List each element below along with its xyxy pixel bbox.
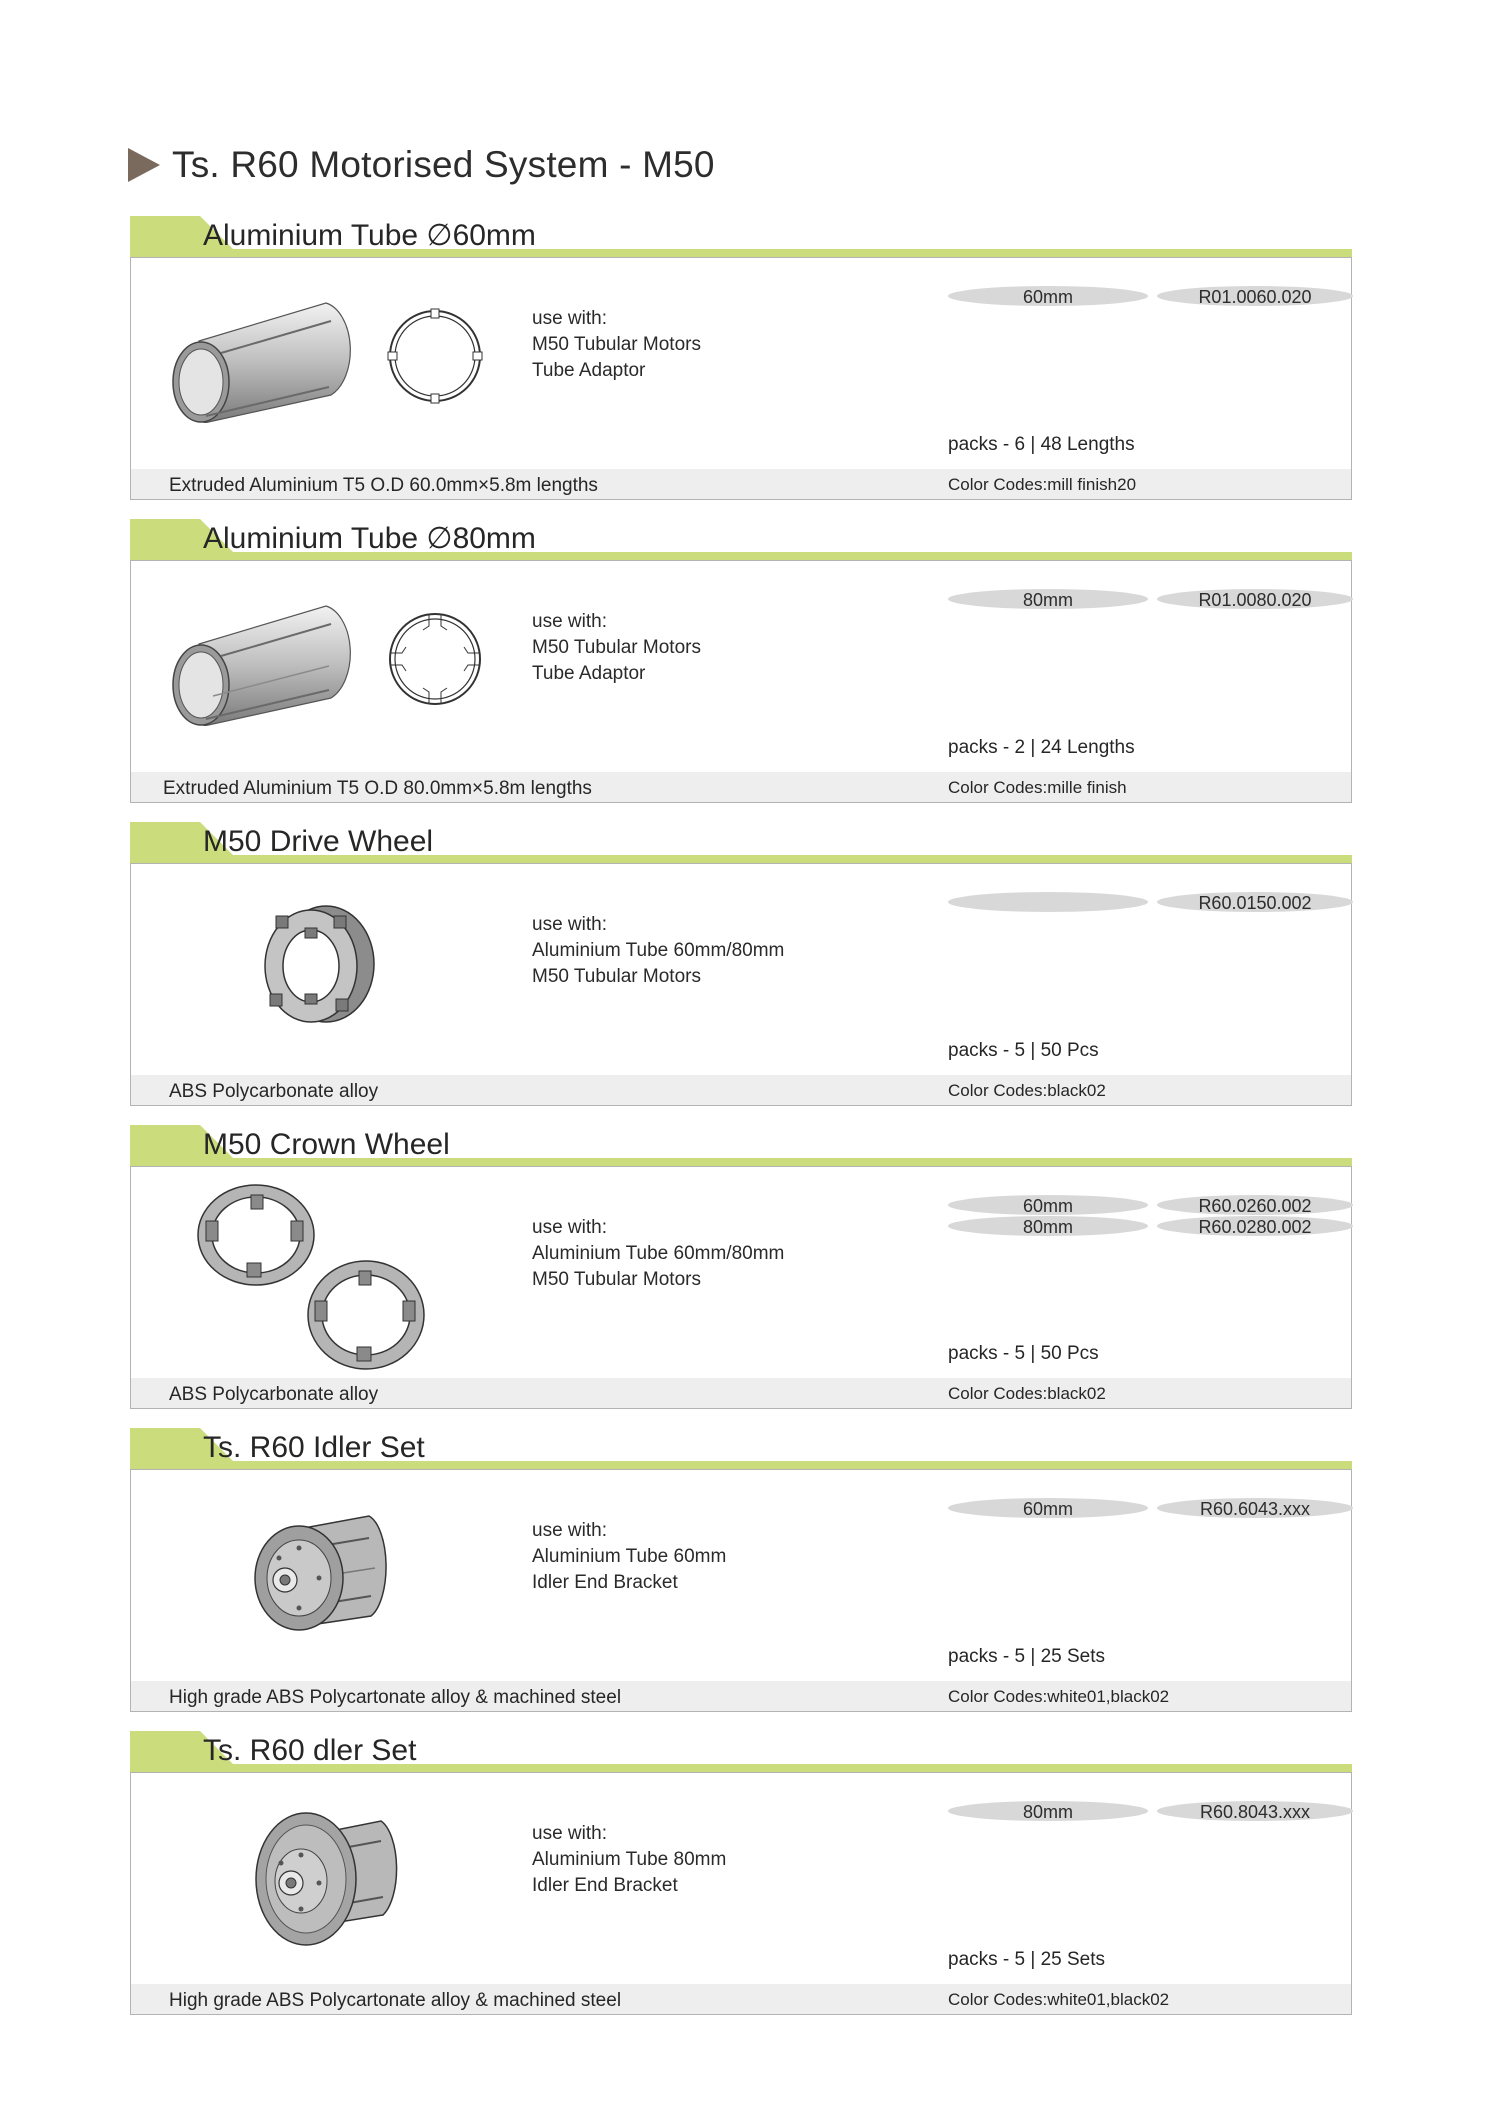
material-description: High grade ABS Polycartonate alloy & machined steel	[169, 1990, 622, 2011]
size-badge: 60mm	[948, 1195, 1148, 1215]
material-description: Extruded Aluminium T5 O.D 60.0mm×5.8m lengths	[169, 475, 598, 496]
color-codes: Color Codes:mille finish	[948, 778, 1127, 797]
product-card	[130, 1469, 1352, 1712]
section-title: Ts. R60 dler Set	[203, 1734, 417, 1767]
section-title: Aluminium Tube ∅60mm	[203, 219, 536, 252]
page-title	[128, 140, 715, 190]
idler-set-60-image	[249, 1508, 399, 1638]
section-title: M50 Crown Wheel	[203, 1128, 450, 1161]
size-badge: 80mm	[948, 589, 1148, 609]
aluminium-tube-60-image	[161, 283, 501, 423]
product-card	[130, 1772, 1352, 2015]
product-section-aluminium-tube-80	[130, 519, 1352, 803]
product-code-badge: R60.0260.002	[1157, 1195, 1353, 1215]
size-badge: 60mm	[948, 1498, 1148, 1518]
color-codes: Color Codes:white01,black02	[948, 1990, 1170, 2009]
drive-wheel-image	[256, 894, 386, 1034]
product-code-badge: R01.0080.020	[1157, 589, 1353, 609]
packs-info: packs - 6 | 48 Lengths	[948, 434, 1135, 455]
product-card	[130, 257, 1352, 500]
product-section-idler-set-80	[130, 1731, 1352, 2015]
aluminium-tube-80-image	[161, 586, 501, 726]
idler-set-80-image	[251, 1803, 411, 1953]
product-card	[130, 863, 1352, 1106]
product-section-idler-set-60	[130, 1428, 1352, 1712]
product-code-badge: R60.8043.xxx	[1157, 1801, 1353, 1821]
packs-info: packs - 5 | 25 Sets	[948, 1646, 1106, 1667]
use-with-list: use with: Aluminium Tube 60mm Idler End Bracket	[532, 1520, 727, 1593]
use-with-list: use with: M50 Tubular Motors Tube Adaptor	[532, 308, 701, 381]
use-with-list: use with: Aluminium Tube 60mm/80mm M50 Tubular Motors	[532, 1217, 785, 1290]
use-with-list: use with: Aluminium Tube 60mm/80mm M50 Tubular Motors	[532, 914, 785, 987]
size-badge: 60mm	[948, 286, 1148, 306]
size-badge: 80mm	[948, 1801, 1148, 1821]
product-card	[130, 1166, 1352, 1409]
color-codes: Color Codes:mill finish20	[948, 475, 1137, 494]
use-with-list: use with: M50 Tubular Motors Tube Adaptor	[532, 611, 701, 684]
product-section-aluminium-tube-60	[130, 216, 1352, 500]
product-code-badge: R60.0150.002	[1157, 892, 1353, 912]
use-with-list: use with: Aluminium Tube 80mm Idler End Bracket	[532, 1823, 727, 1896]
material-description: High grade ABS Polycartonate alloy & machined steel	[169, 1687, 622, 1708]
packs-info: packs - 2 | 24 Lengths	[948, 737, 1135, 758]
triangle-arrow-icon	[128, 148, 160, 182]
material-description: ABS Polycarbonate alloy	[169, 1081, 379, 1102]
material-description: ABS Polycarbonate alloy	[169, 1384, 379, 1405]
packs-info: packs - 5 | 50 Pcs	[948, 1343, 1099, 1364]
product-card	[130, 560, 1352, 803]
material-description: Extruded Aluminium T5 O.D 80.0mm×5.8m lengths	[163, 778, 592, 799]
product-section-drive-wheel	[130, 822, 1352, 1106]
product-code-badge: R01.0060.020	[1157, 286, 1353, 306]
packs-info: packs - 5 | 25 Sets	[948, 1949, 1106, 1970]
color-codes: Color Codes:white01,black02	[948, 1687, 1170, 1706]
section-title: Ts. R60 Idler Set	[203, 1431, 425, 1464]
crown-wheel-image	[191, 1177, 441, 1377]
color-codes: Color Codes:black02	[948, 1384, 1106, 1403]
size-badge: 80mm	[948, 1216, 1148, 1236]
page-title-text: Ts. R60 Motorised System - M50	[172, 144, 715, 185]
color-codes: Color Codes:black02	[948, 1081, 1106, 1100]
product-section-crown-wheel	[130, 1125, 1352, 1409]
section-title: M50 Drive Wheel	[203, 825, 434, 858]
size-badge	[948, 892, 1148, 912]
product-code-badge: R60.6043.xxx	[1157, 1498, 1353, 1518]
section-title: Aluminium Tube ∅80mm	[203, 522, 536, 555]
product-code-badge: R60.0280.002	[1157, 1216, 1353, 1236]
packs-info: packs - 5 | 50 Pcs	[948, 1040, 1099, 1061]
